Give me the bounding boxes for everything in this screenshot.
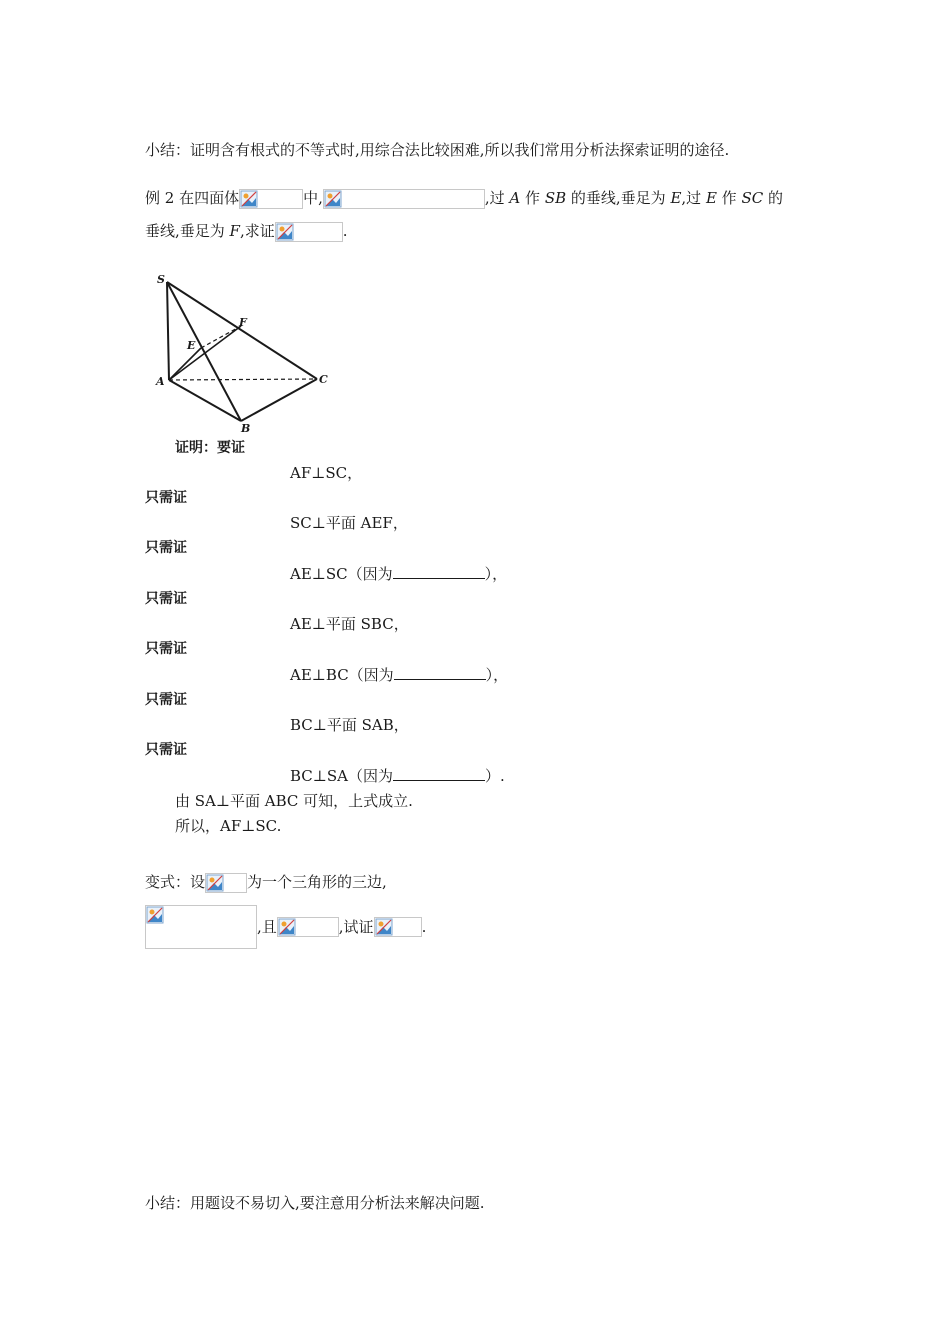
fill-blank <box>393 766 485 781</box>
summary-2: 小结：用题设不易切入,要注意用分析法来解决问题. <box>145 1194 485 1212</box>
edge-SA <box>167 282 169 380</box>
segment-EF <box>201 326 241 348</box>
fill-blank <box>394 665 486 680</box>
need-label: 只需证 <box>145 742 187 758</box>
proof-conclusion-1: 由 SA⊥平面 ABC 可知，上式成立. <box>175 792 413 810</box>
label-A: A <box>156 375 165 388</box>
proof-step-6: BC⊥平面 SAB， <box>290 716 409 734</box>
edge-BC <box>241 379 317 421</box>
tetrahedron-figure <box>145 268 345 438</box>
formula-image <box>239 189 303 209</box>
summary-1: 小结：证明含有根式的不等式时,用综合法比较困难,所以我们常用分析法探索证明的途径. <box>145 141 730 159</box>
proof-step-3: AE⊥SC（因为 ）， <box>290 565 508 583</box>
need-label: 只需证 <box>145 692 187 708</box>
proof-step-7: BC⊥SA（因为 ）. <box>290 767 505 785</box>
label-B: B <box>241 422 251 435</box>
proof-step-5: AE⊥BC（因为 ）， <box>290 666 509 684</box>
variant-line-2: ,且 ,试证 . <box>145 904 426 949</box>
broken-image-icon <box>206 874 224 892</box>
label-E: E <box>187 339 196 352</box>
formula-image <box>323 189 485 209</box>
edge-AC-hidden <box>169 379 317 380</box>
variant-line-1: 变式：设 为一个三角形的三边, <box>145 873 387 891</box>
broken-image-icon <box>278 918 296 936</box>
need-label: 只需证 <box>145 641 187 657</box>
formula-image <box>205 873 247 893</box>
need-label: 只需证 <box>145 490 187 506</box>
formula-image <box>277 917 339 937</box>
segment-AE <box>169 348 201 380</box>
example-2-prefix: 例 2 在四面体 <box>145 189 240 207</box>
example-2-line-2: 垂线,垂足为 F,求证 . <box>145 222 348 240</box>
fill-blank <box>393 564 485 579</box>
broken-image-icon <box>276 223 294 241</box>
broken-image-icon <box>240 190 258 208</box>
broken-image-icon <box>324 190 342 208</box>
broken-image-icon <box>375 918 393 936</box>
label-C: C <box>319 373 328 386</box>
proof-conclusion-2: 所以，AF⊥SC. <box>175 817 282 835</box>
example-2-line-1: 例 2 在四面体 中, ,过 A 作 SB 的垂线,垂足为 E,过 E 作 SC 的 <box>145 189 783 207</box>
formula-image <box>374 917 422 937</box>
proof-step-4: AE⊥平面 SBC， <box>290 615 409 633</box>
proof-intro: 证明：要证 <box>175 440 245 456</box>
proof-step-2: SC⊥平面 AEF， <box>290 514 408 532</box>
formula-image <box>145 905 257 949</box>
need-label: 只需证 <box>145 540 187 556</box>
proof-step-1: AF⊥SC， <box>290 464 363 482</box>
segment-AF <box>169 326 241 380</box>
formula-image <box>275 222 343 242</box>
label-S: S <box>157 273 165 286</box>
need-label: 只需证 <box>145 591 187 607</box>
broken-image-icon <box>146 906 164 924</box>
label-F: F <box>239 316 247 329</box>
